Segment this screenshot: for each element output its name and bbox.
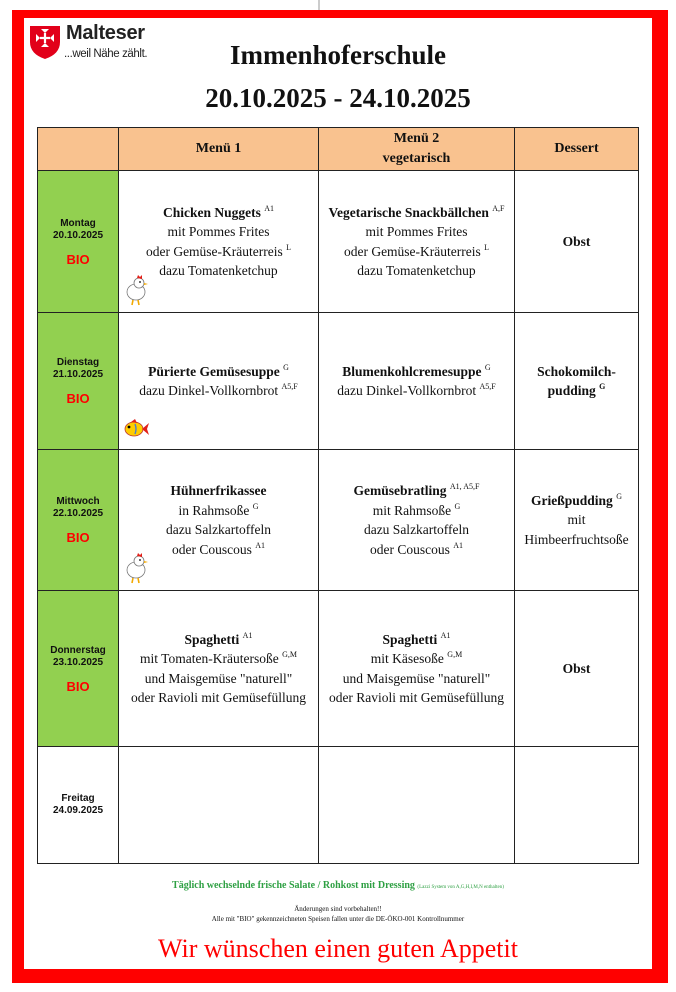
day-cell-friday (38, 747, 119, 864)
allergen-note: A,F (492, 203, 505, 213)
menu1-tuesday (119, 313, 319, 450)
bio-note: Alle mit "BIO" gekennzeichneten Speisen fallen unter die DE-ÖKO-001 Kontrollnummer (211, 915, 465, 923)
header-menu2 (319, 128, 515, 171)
dessert-text: Obst (562, 660, 591, 676)
dish-line: oder Couscous (369, 541, 450, 557)
dish-line: in Rahmsoße (178, 502, 250, 518)
table-row (38, 450, 639, 591)
dessert-text: Grießpudding (531, 492, 613, 508)
day-cell-wednesday (38, 450, 119, 591)
dish-line: mit Tomaten-Kräutersoße (140, 651, 279, 666)
red-frame-right (652, 10, 668, 983)
dish-line: mit Pommes Frites (167, 224, 270, 239)
dish-title: Hühnerfrikassee (170, 483, 267, 498)
allergen-note: G (616, 491, 622, 501)
allergen-note: A1 (440, 630, 451, 640)
menu1-wednesday (119, 450, 319, 591)
red-frame-top (12, 10, 668, 18)
allergen-note: G (252, 501, 259, 511)
dessert-friday (515, 747, 639, 864)
day-date: 20.10.2025 (52, 229, 104, 241)
day-name: Montag (60, 217, 96, 229)
dish-line: mit Pommes Frites (365, 224, 468, 239)
dish-line: mit Rahmsoße (372, 502, 452, 518)
dessert-text: Schokomilch- (537, 363, 616, 379)
dish-line: oder Gemüse-Kräuterreis (343, 243, 481, 259)
table-row (38, 591, 639, 747)
dish-line: dazu Dinkel-Vollkornbrot (337, 383, 477, 398)
dish-title: Vegetarische Snackbällchen (328, 204, 489, 220)
dessert-text: pudding (547, 383, 596, 398)
page-title: Immenhoferschule (230, 40, 446, 70)
salad-text: Täglich wechselnde frische Salate / Rohkost mit Dressing (172, 880, 415, 891)
day-date: 21.10.2025 (52, 369, 104, 380)
salad-small-text: (Lazzi System von A,G,H,I,M,N enthalten) (417, 885, 504, 890)
table-row (38, 747, 639, 864)
menu2-monday (319, 171, 515, 313)
dish-line: mit Käsesoße (370, 651, 444, 666)
day-date: 22.10.2025 (52, 508, 104, 519)
table-row (38, 171, 639, 313)
allergen-note: G,M (447, 650, 463, 659)
header-menu2-label: Menü 2 (393, 131, 440, 146)
dish-line: oder Ravioli mit Gemüsefüllung (328, 690, 505, 705)
chicken-icon (123, 274, 149, 306)
changes-note: Änderungen sind vorbehalten!! (294, 905, 382, 913)
dessert-tuesday (515, 313, 639, 450)
dish-title: Spaghetti (184, 631, 240, 647)
dish-line: und Maisgemüse "naturell" (144, 670, 293, 686)
header-menu1-label: Menü 1 (195, 141, 242, 156)
header-menu1 (119, 128, 319, 171)
dish-title: Chicken Nuggets (162, 204, 261, 220)
day-name: Donnerstag (50, 644, 106, 656)
allergen-note: G,M (282, 650, 297, 659)
allergen-note: A1 (242, 630, 253, 640)
allergen-note: A1 (264, 203, 275, 213)
header-dessert (515, 128, 639, 171)
dish-line: oder Ravioli mit Gemüsefüllung (130, 690, 307, 705)
bio-badge: BIO (66, 251, 90, 267)
appetit-message: Wir wünschen einen guten Appetit (158, 934, 518, 963)
dish-line: und Maisgemüse "naturell" (342, 670, 491, 686)
dish-title: Pürierte Gemüsesuppe (148, 363, 280, 379)
day-name: Mittwoch (56, 496, 100, 507)
allergen-note: G (454, 501, 461, 511)
dish-line: dazu Tomatenketchup (357, 263, 476, 278)
brand-slogan: ...weil Nähe zählt. (64, 48, 148, 60)
allergen-note: A1 (453, 540, 464, 550)
allergen-note: G (484, 362, 491, 372)
allergen-note: L (286, 242, 292, 252)
date-range: 20.10.2025 - 24.10.2025 (205, 83, 471, 113)
red-frame-left (12, 10, 24, 983)
dish-line: dazu Tomatenketchup (159, 263, 278, 278)
menu2-tuesday (319, 313, 515, 450)
allergen-note: G (283, 362, 289, 372)
header-dessert-label: Dessert (554, 141, 599, 156)
dessert-monday (515, 171, 639, 313)
red-frame-bottom (12, 969, 668, 983)
dish-title: Gemüsebratling (353, 483, 447, 498)
day-name: Freitag (61, 793, 95, 804)
dessert-text: Obst (562, 233, 591, 249)
day-date: 24.09.2025 (52, 805, 104, 816)
allergen-note: A5,F (281, 382, 298, 391)
dish-line: oder Gemüse-Kräuterreis (145, 243, 283, 259)
header-menu2-sublabel: vegetarisch (382, 151, 451, 166)
dessert-text: mit (567, 512, 586, 528)
bio-badge: BIO (66, 678, 90, 694)
allergen-note: A5,F (479, 382, 496, 391)
allergen-note: A1 (255, 540, 266, 550)
table-row (38, 313, 639, 450)
corner-cell (38, 128, 119, 171)
menu1-friday (119, 747, 319, 864)
day-cell-monday (38, 171, 119, 313)
dessert-text: Himbeerfruchtsoße (524, 531, 629, 547)
menu2-thursday (319, 591, 515, 747)
dish-title: Spaghetti (382, 631, 438, 647)
dish-line: oder Couscous (171, 541, 252, 557)
dish-line: dazu Dinkel-Vollkornbrot (139, 383, 279, 398)
day-cell-tuesday (38, 313, 119, 450)
allergen-note: A1, A5,F (449, 482, 480, 491)
day-date: 23.10.2025 (52, 656, 104, 668)
menu1-monday (119, 171, 319, 313)
dish-title: Blumenkohlcremesuppe (342, 363, 482, 379)
allergen-note: G (599, 382, 606, 391)
menu-table (37, 127, 639, 864)
bio-badge: BIO (66, 530, 90, 545)
dish-line: dazu Salzkartoffeln (165, 522, 272, 537)
day-name: Dienstag (56, 357, 100, 368)
dish-line: dazu Salzkartoffeln (363, 522, 470, 537)
salad-note (0, 880, 676, 891)
chicken-icon (123, 552, 149, 584)
fish-icon (123, 411, 149, 443)
allergen-note: L (484, 242, 490, 252)
brand-name: Malteser (66, 22, 145, 44)
menu2-friday (319, 747, 515, 864)
header-row (38, 128, 639, 171)
day-cell-thursday (38, 591, 119, 747)
dessert-wednesday (515, 450, 639, 591)
menu2-wednesday (319, 450, 515, 591)
menu1-thursday (119, 591, 319, 747)
dessert-thursday (515, 591, 639, 747)
bio-badge: BIO (66, 391, 90, 406)
top-divider (318, 0, 320, 10)
